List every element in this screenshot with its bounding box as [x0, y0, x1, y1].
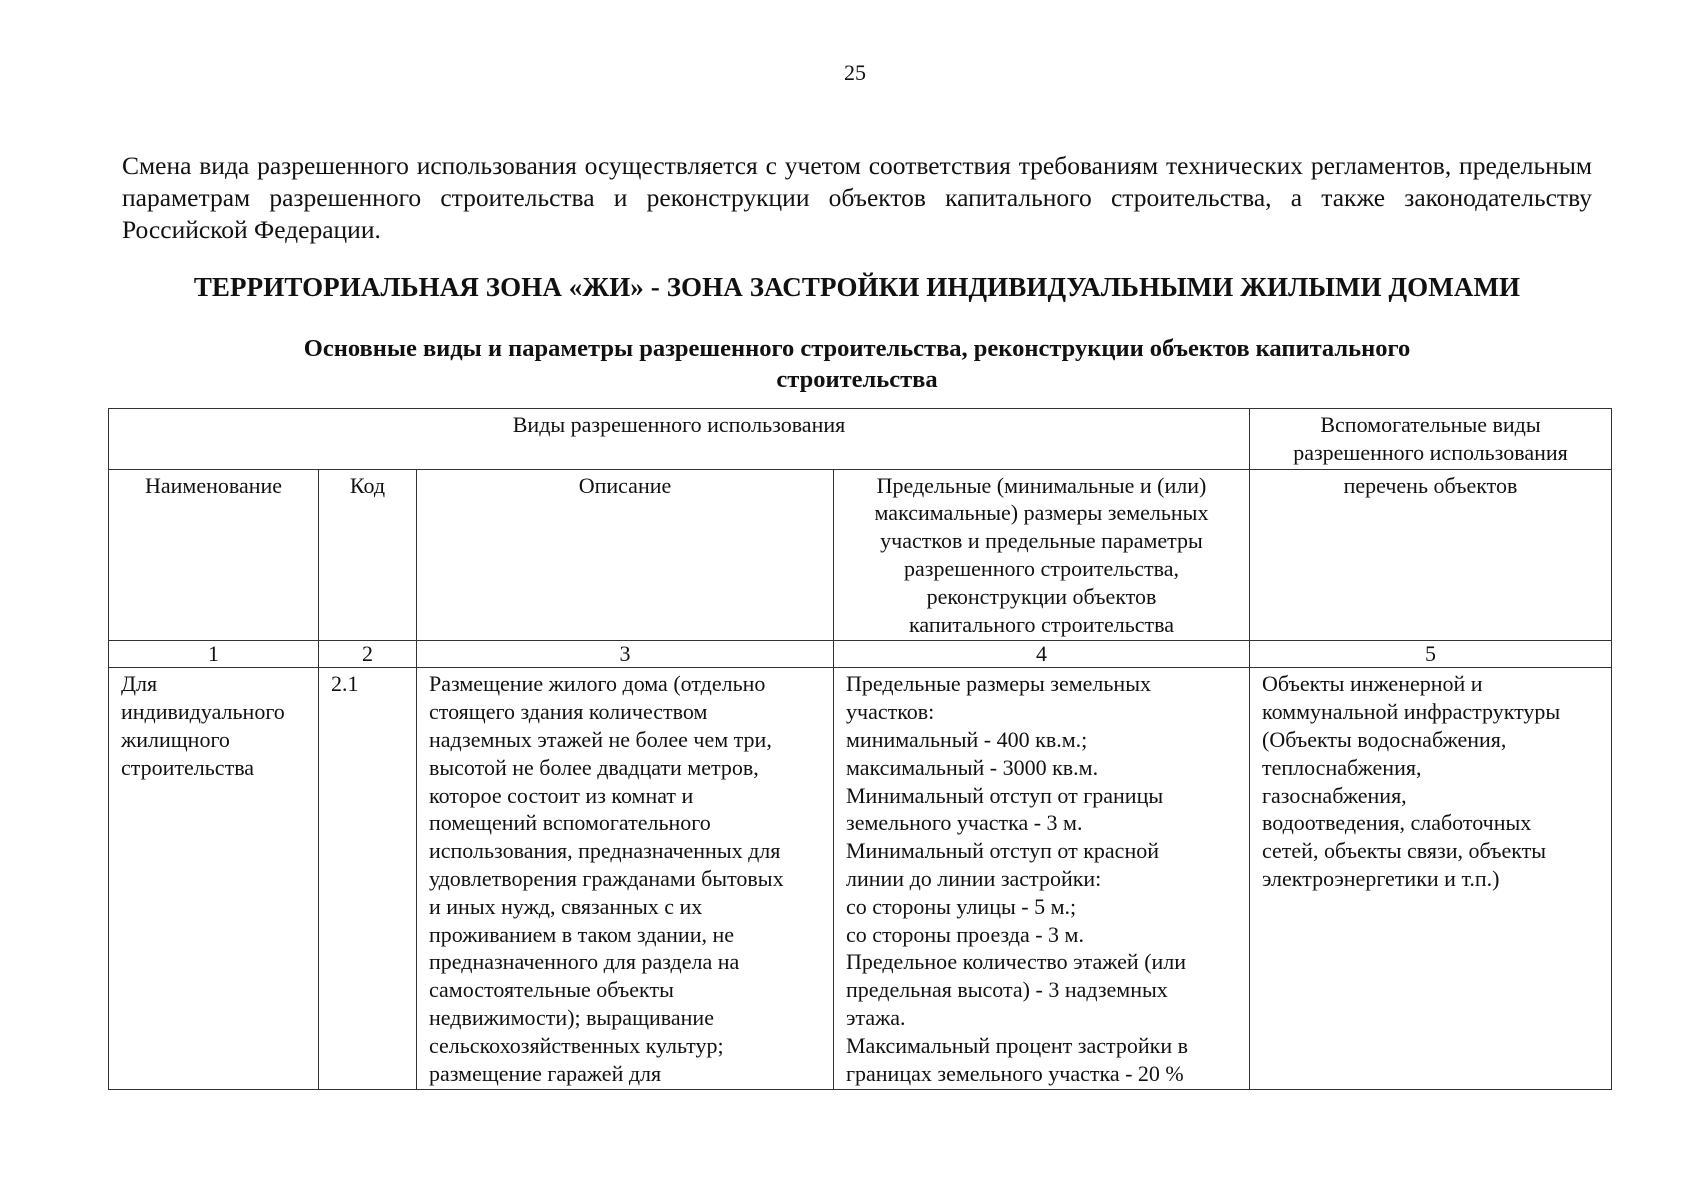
column-header-name: Наименование: [109, 469, 319, 641]
cell-limits-line: границах земельного участка - 20 %: [846, 1060, 1184, 1086]
cell-objects-line: водоотведения, слаботочных: [1262, 810, 1532, 836]
cell-objects-line: Объекты инженерной и: [1262, 671, 1483, 697]
table-group-header-row: [109, 409, 1612, 470]
cell-objects-line: сетей, объекты связи, объекты: [1262, 838, 1547, 864]
cell-limits-line: Минимальный отступ от красной: [846, 838, 1159, 864]
cell-limits-line: предельная высота) - 3 надземных: [846, 977, 1168, 1003]
cell-limits-line: Максимальный процент застройки в: [846, 1032, 1188, 1058]
cell-limits-line: минимальный - 400 кв.м.;: [846, 726, 1088, 752]
cell-limits-line: со стороны проезда - 3 м.: [846, 921, 1084, 947]
column-header-description: Описание: [417, 469, 834, 641]
cell-limits-line: Минимальный отступ от границы: [846, 782, 1164, 808]
column-header-limits-line: участков и предельные параметры: [880, 528, 1203, 554]
cell-limits-line: участков:: [846, 699, 935, 725]
table-column-number-row: [109, 641, 1612, 668]
cell-objects: [1250, 668, 1612, 1090]
cell-description-line: стоящего здания количеством: [429, 699, 708, 725]
cell-name-line: Для: [121, 671, 158, 697]
cell-limits: [834, 668, 1250, 1090]
column-header-limits-line: капитального строительства: [908, 611, 1175, 637]
column-header-limits: [834, 469, 1250, 641]
page-number: 25: [844, 60, 866, 85]
cell-description-line: помещений вспомогательного: [429, 810, 711, 836]
cell-description-line: сельскохозяйственных культур;: [429, 1032, 724, 1058]
section-title-line-2: строительства: [776, 366, 938, 393]
section-title: [122, 333, 1592, 395]
cell-limits-line: линии до линии застройки:: [846, 865, 1102, 891]
zone-title: ТЕРРИТОРИАЛЬНАЯ ЗОНА «ЖИ» - ЗОНА ЗАСТРОЙКИ ИНДИВИДУАЛЬНЫМИ ЖИЛЫМИ ДОМАМИ: [193, 272, 1521, 302]
cell-description-line: удовлетворения гражданами бытовых: [429, 865, 784, 891]
cell-name-line: строительства: [121, 754, 255, 780]
cell-objects-line: газоснабжения,: [1262, 782, 1407, 808]
cell-objects-line: электроэнергетики и т.п.): [1262, 865, 1500, 891]
group-header-auxiliary: [1250, 409, 1612, 470]
column-header-limits-line: реконструкции объектов: [926, 583, 1157, 609]
cell-description-line: предназначенного для раздела на: [429, 949, 740, 975]
section-title-line-1: Основные виды и параметры разрешенного строительства, реконструкции объектов капитального: [303, 335, 1411, 362]
permitted-use-table: [108, 408, 1612, 1090]
cell-description-line: Размещение жилого дома (отдельно: [429, 671, 766, 697]
intro-paragraph: Смена вида разрешенного использования осуществляется с учетом соответствия требованиям технических регламентов, предельным параметрам разрешенного строительства и реконструкции объектов капитального строительства, а также законодательству Российской Федерации.: [122, 151, 1592, 244]
column-number: 3: [417, 641, 834, 668]
cell-name: [109, 668, 319, 1090]
table-row: [109, 668, 1612, 1090]
cell-description: [417, 668, 834, 1090]
cell-objects-line: коммунальной инфраструктуры: [1262, 699, 1561, 725]
cell-limits-line: земельного участка - 3 м.: [846, 810, 1083, 836]
cell-description-line: использования, предназначенных для: [429, 838, 781, 864]
column-header-limits-line: Предельные (минимальные и (или): [876, 472, 1207, 498]
cell-objects-line: теплоснабжения,: [1262, 754, 1422, 780]
column-number: 2: [319, 641, 417, 668]
group-header-main-text: Виды разрешенного использования: [512, 412, 846, 437]
cell-description-line: размещение гаражей для: [429, 1060, 662, 1086]
cell-description-line: проживанием в таком здании, не: [429, 921, 735, 947]
cell-description-line: недвижимости); выращивание: [429, 1004, 714, 1030]
group-header-auxiliary-line-2: разрешенного использования: [1293, 439, 1568, 465]
cell-description-line: высотой не более двадцати метров,: [429, 754, 759, 780]
column-header-code: Код: [319, 469, 417, 641]
column-number: 4: [834, 641, 1250, 668]
column-number: 1: [109, 641, 319, 668]
group-header-main: [109, 409, 1250, 470]
cell-name-line: жилищного: [121, 726, 230, 752]
cell-code: 2.1: [319, 668, 417, 1090]
cell-description-line: которое состоит из комнат и: [429, 782, 694, 808]
column-header-limits-line: разрешенного строительства,: [904, 555, 1179, 581]
cell-limits-line: Предельные размеры земельных: [846, 671, 1151, 697]
cell-limits-line: со стороны улицы - 5 м.;: [846, 893, 1077, 919]
column-header-objects: перечень объектов: [1250, 469, 1612, 641]
group-header-auxiliary-line-1: Вспомогательные виды: [1320, 412, 1541, 437]
cell-limits-line: Предельное количество этажей (или: [846, 949, 1187, 975]
cell-description-line: надземных этажей не более чем три,: [429, 726, 772, 752]
cell-limits-line: этажа.: [846, 1004, 906, 1030]
cell-objects-line: (Объекты водоснабжения,: [1262, 726, 1507, 752]
cell-description-line: и иных нужд, связанных с их: [429, 893, 703, 919]
table-column-header-row: [109, 469, 1612, 641]
column-header-limits-line: максимальные) размеры земельных: [874, 500, 1209, 526]
cell-limits-line: максимальный - 3000 кв.м.: [846, 754, 1099, 780]
column-number: 5: [1250, 641, 1612, 668]
cell-description-line: самостоятельные объекты: [429, 977, 674, 1003]
cell-name-line: индивидуального: [121, 699, 285, 725]
